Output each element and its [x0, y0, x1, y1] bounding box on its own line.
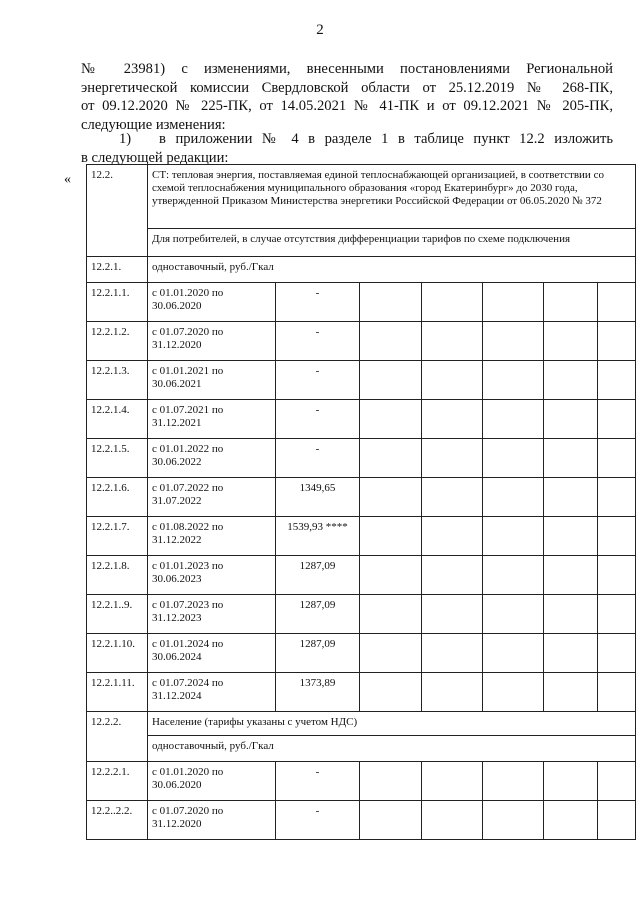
empty-cell	[360, 400, 422, 439]
empty-cell	[360, 762, 422, 801]
empty-cell	[360, 801, 422, 840]
tariff-value: 1287,09	[276, 634, 360, 673]
table-row	[87, 165, 636, 229]
period-cell: с 01.01.2024 по 30.06.2024	[148, 634, 276, 673]
empty-cell	[483, 556, 544, 595]
empty-cell	[483, 595, 544, 634]
empty-cell	[483, 439, 544, 478]
row-number: 12.2.1.11.	[87, 673, 148, 712]
table-row	[87, 712, 636, 736]
period-cell: с 01.07.2020 по 31.12.2020	[148, 322, 276, 361]
table-row	[87, 556, 636, 595]
period-cell: с 01.01.2021 по 30.06.2021	[148, 361, 276, 400]
period-cell: с 01.07.2020 по 31.12.2020	[148, 801, 276, 840]
section-subnote: Для потребителей, в случае отсутствия дифференциации тарифов по схеме подключения	[148, 229, 636, 257]
table-row	[87, 762, 636, 801]
empty-cell	[422, 361, 483, 400]
intro-line: № 23981) с изменениями, внесенными постановлениями Региональной	[81, 61, 613, 77]
period-cell: с 01.07.2022 по 31.07.2022	[148, 478, 276, 517]
empty-cell	[544, 762, 598, 801]
intro-line: энергетической комиссии Свердловской области от 25.12.2019 № 268-ПК,	[81, 79, 613, 96]
period-cell: с 01.01.2022 по 30.06.2022	[148, 439, 276, 478]
empty-cell	[544, 283, 598, 322]
empty-cell	[598, 801, 636, 840]
period-cell: с 01.07.2021 по 31.12.2021	[148, 400, 276, 439]
empty-cell	[422, 634, 483, 673]
empty-cell	[544, 595, 598, 634]
empty-cell	[360, 517, 422, 556]
row-number: 12.2.	[87, 165, 148, 257]
row-number: 12.2.1..9.	[87, 595, 148, 634]
empty-cell	[422, 801, 483, 840]
empty-cell	[422, 595, 483, 634]
tariff-table	[86, 164, 636, 840]
empty-cell	[598, 634, 636, 673]
group-sublabel: одноставочный, руб./Гкал	[148, 736, 636, 762]
table-row	[87, 257, 636, 283]
empty-cell	[544, 801, 598, 840]
tariff-value: -	[276, 439, 360, 478]
empty-cell	[422, 762, 483, 801]
empty-cell	[544, 322, 598, 361]
row-number: 12.2..2.2.	[87, 801, 148, 840]
empty-cell	[483, 400, 544, 439]
period-cell: с 01.07.2024 по 31.12.2024	[148, 673, 276, 712]
item-text-line1: в приложении № 4 в разделе 1 в таблице пункт 12.2 изложить	[159, 131, 613, 147]
empty-cell	[544, 400, 598, 439]
tariff-value: 1349,65	[276, 478, 360, 517]
empty-cell	[483, 361, 544, 400]
item-text-line2: в следующей редакции:	[81, 149, 229, 166]
empty-cell	[360, 556, 422, 595]
empty-cell	[360, 439, 422, 478]
tariff-value: 1539,93 ****	[276, 517, 360, 556]
row-number: 12.2.1.7.	[87, 517, 148, 556]
empty-cell	[544, 439, 598, 478]
table-row	[87, 400, 636, 439]
row-number: 12.2.1.5.	[87, 439, 148, 478]
period-cell: с 01.01.2023 по 30.06.2023	[148, 556, 276, 595]
group-label: одноставочный, руб./Гкал	[148, 257, 636, 283]
empty-cell	[598, 283, 636, 322]
tariff-value: -	[276, 361, 360, 400]
empty-cell	[598, 595, 636, 634]
empty-cell	[483, 517, 544, 556]
period-cell: с 01.07.2023 по 31.12.2023	[148, 595, 276, 634]
empty-cell	[422, 439, 483, 478]
empty-cell	[544, 517, 598, 556]
empty-cell	[544, 673, 598, 712]
empty-cell	[598, 400, 636, 439]
empty-cell	[483, 762, 544, 801]
row-number: 12.2.1.1.	[87, 283, 148, 322]
row-number: 12.2.1.8.	[87, 556, 148, 595]
row-number: 12.2.2.	[87, 712, 148, 762]
empty-cell	[598, 478, 636, 517]
table-row	[87, 439, 636, 478]
row-number: 12.2.1.3.	[87, 361, 148, 400]
period-cell: с 01.01.2020 по 30.06.2020	[148, 283, 276, 322]
empty-cell	[360, 478, 422, 517]
empty-cell	[483, 322, 544, 361]
empty-cell	[483, 283, 544, 322]
empty-cell	[483, 673, 544, 712]
empty-cell	[422, 517, 483, 556]
table-row	[87, 322, 636, 361]
empty-cell	[598, 556, 636, 595]
group-label: Население (тарифы указаны с учетом НДС)	[148, 712, 636, 736]
table-row	[87, 673, 636, 712]
empty-cell	[422, 478, 483, 517]
tariff-value: -	[276, 801, 360, 840]
item-number: 1)	[119, 131, 132, 147]
table-row	[87, 361, 636, 400]
empty-cell	[598, 517, 636, 556]
intro-paragraph	[81, 60, 613, 134]
empty-cell	[598, 762, 636, 801]
tariff-value: 1373,89	[276, 673, 360, 712]
empty-cell	[598, 361, 636, 400]
period-cell: с 01.08.2022 по 31.12.2022	[148, 517, 276, 556]
empty-cell	[483, 478, 544, 517]
list-item-1	[81, 130, 613, 167]
empty-cell	[598, 673, 636, 712]
row-number: 12.2.1.10.	[87, 634, 148, 673]
tariff-value: 1287,09	[276, 556, 360, 595]
tariff-value: 1287,09	[276, 595, 360, 634]
row-number: 12.2.1.4.	[87, 400, 148, 439]
table-row	[87, 736, 636, 762]
section-description: СТ: тепловая энергия, поставляемая единой теплоснабжающей организацией, в соответствии со схемой теплоснабжения муниципального образования «город Екатеринбург» до 2030 года, утвержденной Приказом Министерства энергетики Российской Федерации от 06.05.2020 № 372	[148, 165, 636, 229]
table-row	[87, 229, 636, 257]
empty-cell	[422, 673, 483, 712]
empty-cell	[544, 556, 598, 595]
row-number: 12.2.2.1.	[87, 762, 148, 801]
row-number: 12.2.1.2.	[87, 322, 148, 361]
tariff-value: -	[276, 283, 360, 322]
empty-cell	[360, 361, 422, 400]
page-number: 2	[316, 22, 324, 38]
opening-quote: «	[64, 172, 71, 187]
period-cell: с 01.01.2020 по 30.06.2020	[148, 762, 276, 801]
empty-cell	[422, 322, 483, 361]
table-row	[87, 595, 636, 634]
table-row	[87, 517, 636, 556]
empty-cell	[544, 478, 598, 517]
table-row	[87, 801, 636, 840]
empty-cell	[422, 400, 483, 439]
row-number: 12.2.1.6.	[87, 478, 148, 517]
tariff-value: -	[276, 322, 360, 361]
table-row	[87, 634, 636, 673]
empty-cell	[360, 673, 422, 712]
empty-cell	[360, 595, 422, 634]
tariff-value: -	[276, 762, 360, 801]
empty-cell	[598, 439, 636, 478]
row-number: 12.2.1.	[87, 257, 148, 283]
empty-cell	[483, 634, 544, 673]
table-row	[87, 478, 636, 517]
empty-cell	[422, 283, 483, 322]
empty-cell	[483, 801, 544, 840]
empty-cell	[360, 283, 422, 322]
empty-cell	[544, 634, 598, 673]
table-row	[87, 283, 636, 322]
empty-cell	[544, 361, 598, 400]
intro-line: от 09.12.2020 № 225-ПК, от 14.05.2021 № 41-ПК и от 09.12.2021 № 205-ПК,	[81, 98, 613, 115]
empty-cell	[598, 322, 636, 361]
intro-line: следующие изменения:	[81, 116, 226, 133]
empty-cell	[422, 556, 483, 595]
empty-cell	[360, 634, 422, 673]
empty-cell	[360, 322, 422, 361]
tariff-value: -	[276, 400, 360, 439]
